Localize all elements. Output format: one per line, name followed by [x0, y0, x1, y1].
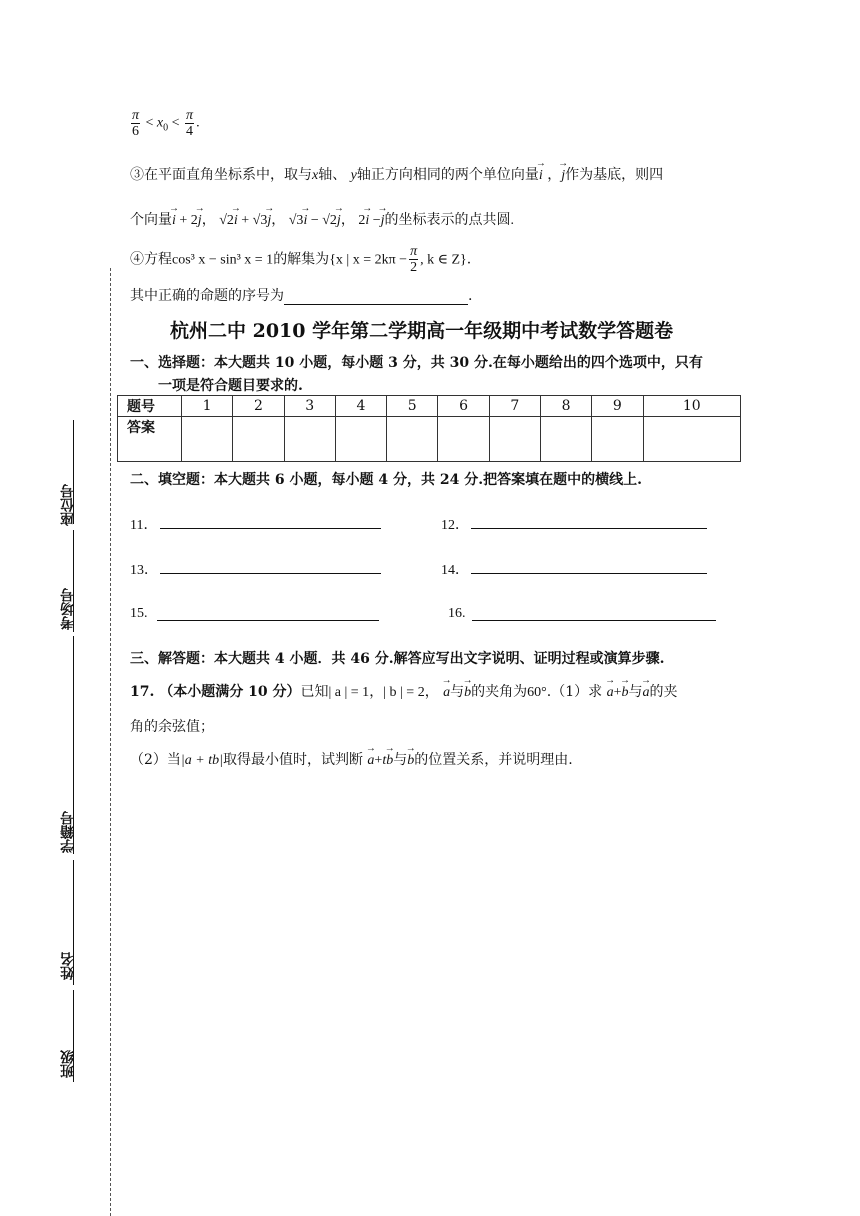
correct-items-prompt: 其中正确的命题的序号为 .	[130, 288, 473, 304]
q17-line1: 17. （本小题满分 10 分）已知| a | = 1，| b | = 2， → a与→ b的夹角为60°.（1）求 → a+→ b与→ a的夹	[130, 681, 677, 701]
name-label: 姓名	[60, 952, 76, 980]
vector-j: → j	[561, 168, 565, 184]
blank-15-label: 15.	[130, 606, 148, 621]
table-cell: 8	[540, 396, 591, 417]
table-cell: 4	[335, 396, 386, 417]
vector-i: → i	[539, 168, 543, 184]
answer-cell[interactable]	[592, 417, 643, 462]
item3-line2: 个向量→ i + 2→ j， √2→ i + √3→ j， √3→ i − √2→ j， 2→ i −→ j的坐标表示的点共圆.	[130, 209, 514, 229]
table-answer-row	[118, 417, 741, 462]
blank-16-label: 16.	[448, 606, 466, 621]
class-field[interactable]	[73, 990, 74, 1082]
class-label: 班级	[60, 1050, 76, 1078]
answer-cell[interactable]	[438, 417, 489, 462]
answer-cell[interactable]	[387, 417, 438, 462]
blank-11-label: 11．	[130, 518, 158, 533]
student-id-label: 学籍号	[60, 811, 76, 853]
q17-line3: （2）当|a + tb|取得最小值时，试判断 → a+t→ b与→ b的位置关系，并说明理由.	[130, 749, 573, 769]
item3-line1: ③在平面直角坐标系中，取与x轴、 y轴正方向相同的两个单位向量→ i ，→ j作为基底，则四	[130, 164, 663, 184]
table-header-row	[118, 396, 741, 417]
table-cell: 7	[489, 396, 540, 417]
table-header-label: 题号	[118, 396, 182, 417]
answer-cell[interactable]	[233, 417, 284, 462]
room-field[interactable]	[73, 530, 74, 632]
room-label: 考场号	[60, 588, 76, 630]
answer-cell[interactable]	[335, 417, 386, 462]
blank-11[interactable]	[160, 528, 381, 529]
frac-num: π	[132, 108, 140, 123]
table-cell: 6	[438, 396, 489, 417]
section1-heading: 一、选择题：本大题共 10 小题，每小题 3 分，共 30 分.在每小题给出的四个选项中，只有 一项是符合题目要求的.	[130, 355, 703, 394]
blank-13[interactable]	[160, 573, 381, 574]
answer-cell[interactable]	[284, 417, 335, 462]
table-cell: 3	[284, 396, 335, 417]
section3-heading: 三、解答题：本大题共 4 小题．共 46 分.解答应写出文字说明、证明过程或演算步骤.	[130, 651, 665, 667]
table-cell: 9	[592, 396, 643, 417]
binding-cut-line	[110, 268, 111, 1216]
answer-cell[interactable]	[540, 417, 591, 462]
blank-15[interactable]	[157, 620, 379, 621]
blank-12-label: 12．	[441, 518, 469, 533]
seat-label: 座位号	[60, 484, 76, 526]
exam-title: 杭州二中 2010 学年第二学期高一年级期中考试数学答题卷	[170, 320, 674, 342]
q17-number: 17. （本小题满分 10 分）	[130, 684, 301, 700]
table-answer-label: 答案	[118, 417, 182, 462]
answer-table	[117, 395, 741, 462]
name-field[interactable]	[73, 860, 74, 985]
answer-cell[interactable]	[182, 417, 233, 462]
table-cell: 1	[182, 396, 233, 417]
q17-line2: 角的余弦值；	[130, 719, 214, 735]
table-cell: 10	[643, 396, 740, 417]
item4-line: ④方程cos³ x − sin³ x = 1的解集为{x | x = 2kπ − $\frac{\pi}{2}$ , k ∈ Z}.	[130, 244, 472, 275]
blank-14-label: 14．	[441, 563, 469, 578]
top-inequality: $\frac{\pi}{6}$ < $x_0$ < $\frac{\pi}{4}$ .	[132, 108, 200, 139]
blank-13-label: 13．	[130, 563, 158, 578]
student-id-field[interactable]	[73, 636, 74, 854]
blank-16[interactable]	[472, 620, 716, 621]
section2-heading: 二、填空题：本大题共 6 小题，每小题 4 分，共 24 分.把答案填在题中的横线上.	[130, 472, 642, 488]
frac-den: 6	[132, 124, 139, 139]
answer-blank[interactable]	[284, 288, 468, 305]
table-cell: 2	[233, 396, 284, 417]
blank-14[interactable]	[471, 573, 707, 574]
blank-12[interactable]	[471, 528, 707, 529]
table-cell: 5	[387, 396, 438, 417]
seat-field[interactable]	[73, 420, 74, 524]
answer-cell[interactable]	[643, 417, 740, 462]
answer-cell[interactable]	[489, 417, 540, 462]
